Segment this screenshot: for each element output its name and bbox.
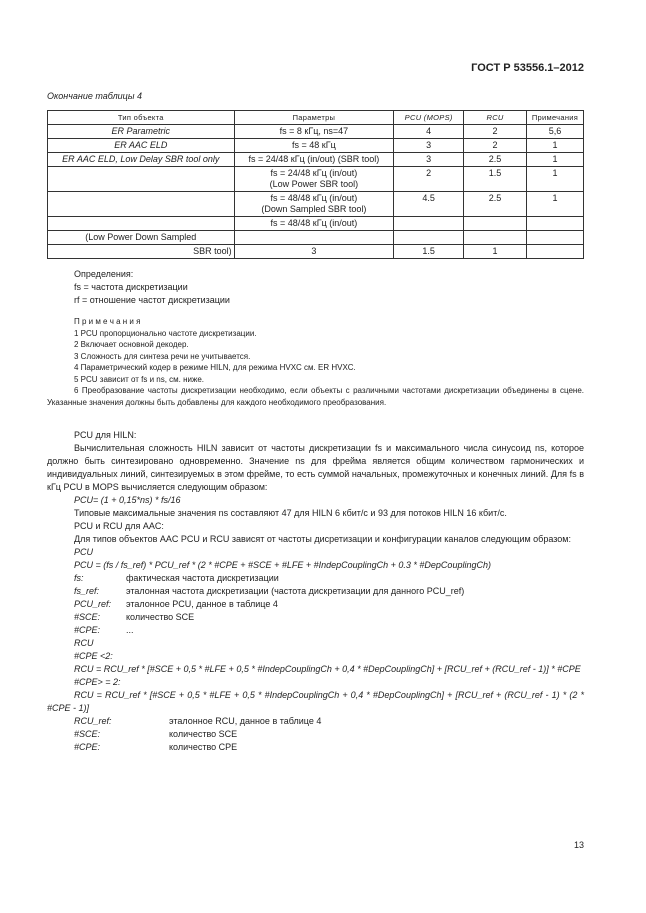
hiln-paragraph: Вычислительная сложность HILN зависит от частоты дискретизации fs и максимального числа синусоид ns, которое должно быть синтезировано одновременно. Значение ns для фрейма является общим количеством гармонических и индивидуальных линий, синтезируемых в этом фрейме, то есть суммой начальных, промежуточных и конечных линий. Для fs в кГц PCU в MOPS вычисляется следующим образом: xyxy=(47,443,584,492)
def-row xyxy=(47,624,584,637)
cell: 4 xyxy=(394,125,464,139)
cell: 2 xyxy=(464,139,527,153)
col-header: RCU xyxy=(464,111,527,125)
table-caption: Окончание таблицы 4 xyxy=(47,91,142,101)
def-key: #SCE: xyxy=(74,612,101,622)
cell xyxy=(464,231,527,245)
col-header: Параметры xyxy=(234,111,394,125)
cell: 2 xyxy=(464,125,527,139)
cell: 4.5 xyxy=(394,192,464,217)
cell-line: fs = 48/48 кГц (in/out) xyxy=(270,193,358,203)
rcu-formula-1: RCU = RCU_ref * [#SCE + 0,5 * #LFE + 0,5 * #IndepCouplingCh + 0,4 * #DepCouplingCh] + [RCU_ref + (RCU_ref - 1)] * #CPE xyxy=(74,664,581,674)
note-item: 2 Включает основной декодер. xyxy=(74,340,189,349)
rcu-label: RCU xyxy=(74,638,94,648)
hiln-formula: PCU= (1 + 0,15*ns) * fs/16 xyxy=(74,495,181,505)
definitions-title: Определения: xyxy=(74,269,134,279)
cell-line: (Down Sampled SBR tool) xyxy=(261,204,367,214)
table-row xyxy=(48,231,584,245)
cell xyxy=(234,192,394,217)
def-value: эталонное PCU, данное в таблице 4 xyxy=(126,599,278,609)
cell xyxy=(48,217,235,231)
def-row xyxy=(47,598,584,611)
aac-paragraph: Для типов объектов AAC PCU и RCU зависят от частоты дисретизации и конфигурации каналов следующим образом: xyxy=(74,534,571,544)
table-row xyxy=(48,139,584,153)
cell: 5,6 xyxy=(527,125,584,139)
pcu-label: PCU xyxy=(74,547,94,557)
note-item: 3 Сложность для синтеза речи не учитывается. xyxy=(74,351,251,361)
object-types-table xyxy=(47,110,584,259)
standard-header: ГОСТ Р 53556.1–2012 xyxy=(471,62,584,74)
table-row xyxy=(48,217,584,231)
notes-block xyxy=(47,316,584,408)
cell: fs = 48 кГц xyxy=(234,139,394,153)
cpe-ge: #CPE> = 2: xyxy=(74,677,121,687)
cell: fs = 8 кГц, ns=47 xyxy=(234,125,394,139)
def-row xyxy=(47,611,584,624)
cell: 1.5 xyxy=(464,167,527,192)
cell: 3 xyxy=(234,245,394,259)
cell xyxy=(394,217,464,231)
def-key: fs: xyxy=(74,573,84,583)
def-value: эталонная частота дискретизации (частота дискретизации для данного PCU_ref) xyxy=(126,586,465,596)
rcu-formula-2: RCU = RCU_ref * [#SCE + 0,5 * #LFE + 0,5 * #IndepCouplingCh + 0,4 * #DepCouplingCh] + [RCU_ref + (RCU_ref - 1) * (2 * #CPE - 1)] xyxy=(47,690,584,713)
page-number: 13 xyxy=(573,840,584,850)
def-row xyxy=(47,728,584,741)
table-row xyxy=(48,153,584,167)
definition-item: rf = отношение частот дискретизации xyxy=(74,295,230,305)
cell: ER AAC ELD, Low Delay SBR tool only xyxy=(48,153,235,167)
cell: 1 xyxy=(527,139,584,153)
main-text xyxy=(47,429,584,754)
def-value: количество SCE xyxy=(169,729,238,739)
definition-item: fs = частота дискретизации xyxy=(74,282,188,292)
aac-title: PCU и RCU для AAC: xyxy=(74,521,164,531)
table-header-row xyxy=(48,111,584,125)
def-key: PCU_ref: xyxy=(74,599,112,609)
cell xyxy=(527,217,584,231)
cell xyxy=(234,167,394,192)
cell: ER Parametric xyxy=(48,125,235,139)
def-value: эталонное RCU, данное в таблице 4 xyxy=(169,716,322,726)
cell: ER AAC ELD xyxy=(48,139,235,153)
cell: 2.5 xyxy=(464,153,527,167)
hiln-typical: Типовые максимальные значения ns составляют 47 для HILN 6 кбит/с и 93 для потоков HILN 16 кбит/с. xyxy=(74,508,507,518)
definitions-block xyxy=(47,268,584,307)
cell: (Low Power Down Sampled xyxy=(48,231,235,245)
def-value: фактическая частота дискретизации xyxy=(126,573,279,583)
cpe-lt: #CPE <2: xyxy=(74,651,113,661)
cell xyxy=(394,231,464,245)
cell-line: (Low Power SBR tool) xyxy=(269,179,359,189)
def-key: #CPE: xyxy=(74,625,101,635)
cell: SBR tool) xyxy=(48,245,235,259)
def-value: количество CPE xyxy=(169,742,238,752)
table-row xyxy=(48,167,584,192)
cell xyxy=(234,231,394,245)
cell: 1 xyxy=(464,245,527,259)
def-key: RCU_ref: xyxy=(74,716,112,726)
cell: 1 xyxy=(527,167,584,192)
def-key: #SCE: xyxy=(74,729,101,739)
def-value: количество SCE xyxy=(126,612,195,622)
cell xyxy=(48,192,235,217)
def-key: #CPE: xyxy=(74,742,101,752)
cell: 2 xyxy=(394,167,464,192)
cell: 1 xyxy=(527,153,584,167)
table-row xyxy=(48,192,584,217)
def-value: ... xyxy=(126,625,134,635)
note-item: 1 PCU пропорционально частоте дискретизации. xyxy=(74,328,257,338)
table-row xyxy=(48,125,584,139)
def-row xyxy=(47,572,584,585)
table-row xyxy=(48,245,584,259)
cell: fs = 24/48 кГц (in/out) (SBR tool) xyxy=(234,153,394,167)
note-item: 4 Параметрический кодер в режиме HILN, для режима HVXC см. ER HVXC. xyxy=(74,363,356,372)
note-item: 5 PCU зависит от fs и ns, см. ниже. xyxy=(74,374,205,384)
def-row xyxy=(47,585,584,598)
cell: 1.5 xyxy=(394,245,464,259)
cell-line: fs = 24/48 кГц (in/out) xyxy=(270,168,358,178)
def-row xyxy=(47,715,584,728)
cell xyxy=(48,167,235,192)
notes-title: П р и м е ч а н и я xyxy=(74,317,141,326)
cell xyxy=(464,217,527,231)
cell: 2.5 xyxy=(464,192,527,217)
col-header: Примечания xyxy=(527,111,584,125)
cell xyxy=(527,245,584,259)
cell: 3 xyxy=(394,153,464,167)
cell: 1 xyxy=(527,192,584,217)
hiln-title: PCU для HILN: xyxy=(74,430,137,440)
note-item: 6 Преобразование частоты дискретизации необходимо, если объекты с различными частотами дискретизации объединены в сцене. Указанные значения должны быть добавлены для каждого необходимого преобразования. xyxy=(47,386,584,407)
cell: 3 xyxy=(394,139,464,153)
col-header: Тип объекта xyxy=(48,111,235,125)
col-header: PCU (MOPS) xyxy=(394,111,464,125)
def-key: fs_ref: xyxy=(74,586,100,596)
pcu-formula: PCU = (fs / fs_ref) * PCU_ref * (2 * #CPE + #SCE + #LFE + #IndepCouplingCh + 0.3 * #DepCouplingCh) xyxy=(74,560,491,570)
def-row xyxy=(47,741,584,754)
cell xyxy=(527,231,584,245)
cell: fs = 48/48 кГц (in/out) xyxy=(234,217,394,231)
